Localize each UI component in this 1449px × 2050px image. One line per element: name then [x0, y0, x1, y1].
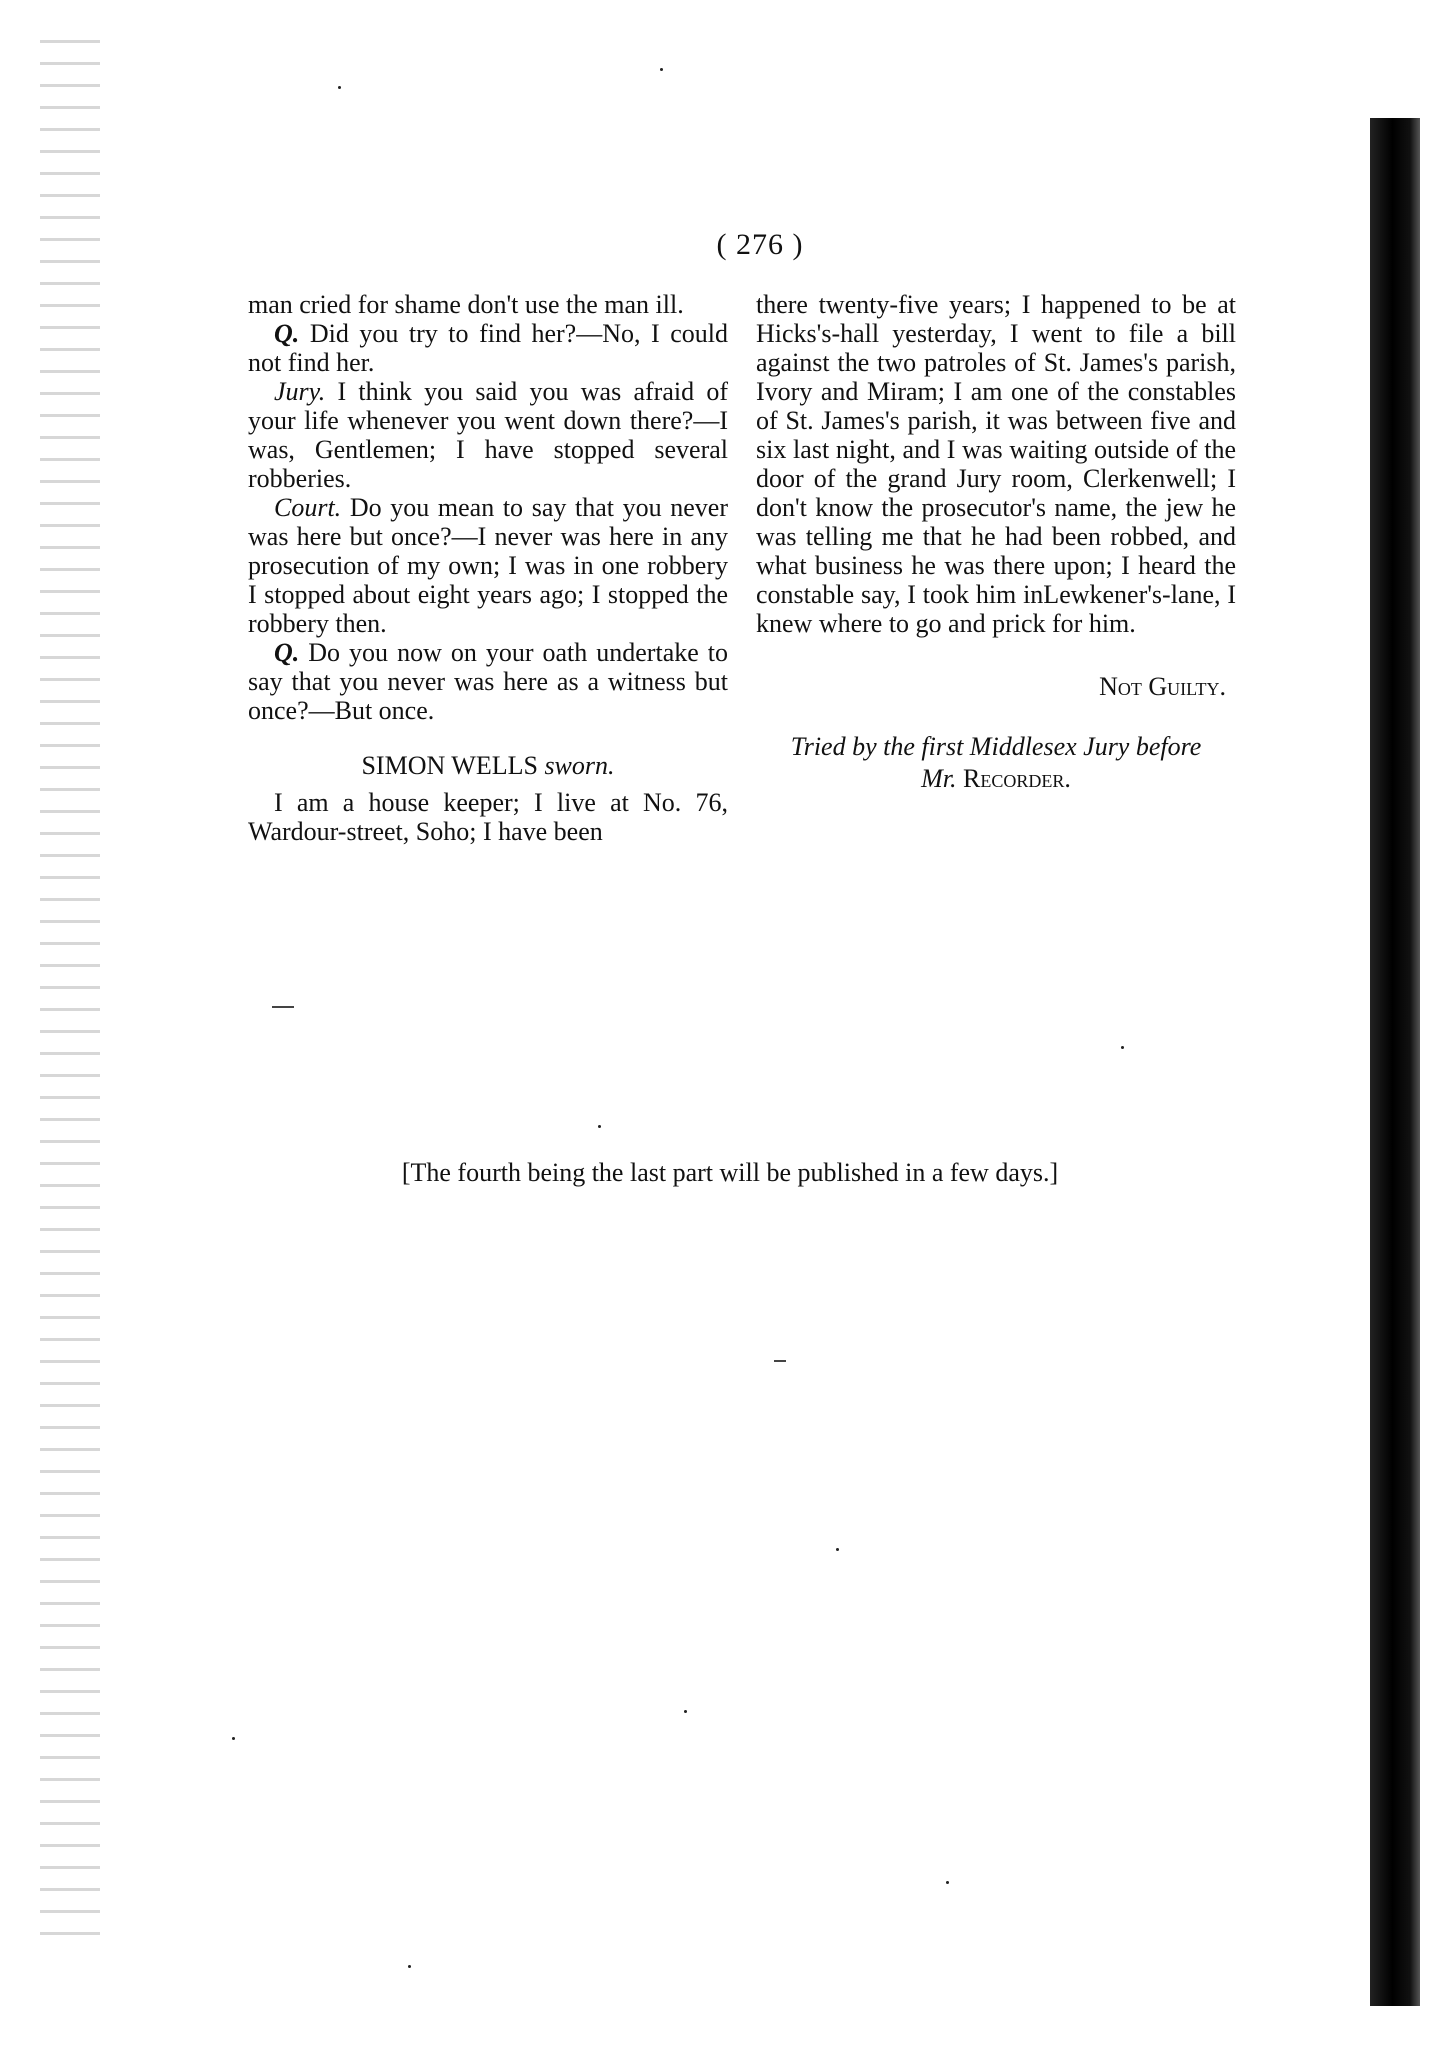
ink-speck	[232, 1737, 235, 1740]
paragraph-text: Do you mean to say that you never was here but once?—I never was here in any prosecution of my own; I was in one robbery I stopped about eight years ago; I stopped the robbery then.	[248, 493, 728, 638]
paragraph	[248, 290, 728, 319]
binding-bar	[1370, 118, 1420, 2006]
question-mark: Q.	[274, 638, 300, 667]
binding-edge-shadow	[40, 40, 100, 1940]
testimony-continued: there twenty-five years; I happened to be at Hicks's-hall yesterday, I went to file a bill against the two patroles of St. James's parish, Ivory and Miram; I am one of the constables of St. James's parish, it was between five and six last night, and I was waiting outside of the door of the grand Jury room, Clerkenwell; I don't know the prosecutor's name, the jew he was telling me that he had been robbed, and what business he was there upon; I heard the constable say, I took him inLewkener's-lane, I knew where to go and prick for him.	[756, 290, 1236, 638]
witness-testimony: I am a house keeper; I live at No. 76, Wardour-street, Soho; I have been	[248, 788, 728, 846]
verdict: Not Guilty.	[1099, 672, 1226, 701]
paragraph	[248, 377, 728, 493]
ink-speck	[598, 1125, 601, 1128]
question-mark: Q.	[274, 319, 300, 348]
recorder: Recorder.	[963, 764, 1071, 793]
paragraph	[248, 319, 728, 377]
ink-speck	[1121, 1046, 1124, 1049]
paragraph	[248, 638, 728, 725]
paragraph-text: Do you now on your oath undertake to say that you never was here as a witness but once?—But once.	[248, 638, 728, 725]
tried-line-1: Tried by the first Middlesex Jury before	[790, 732, 1202, 761]
speaker-label: Jury.	[274, 377, 326, 406]
tried-line-2-prefix: Mr.	[921, 764, 957, 793]
witness-sworn: sworn.	[544, 751, 615, 780]
paragraph	[248, 493, 728, 638]
ink-speck	[836, 1548, 839, 1551]
tried-before	[756, 731, 1236, 795]
left-column	[248, 290, 728, 846]
ink-speck	[338, 86, 341, 89]
footer-note: [The fourth being the last part will be published in a few days.]	[401, 1158, 1059, 1187]
ink-speck	[684, 1710, 687, 1713]
ink-speck	[660, 68, 663, 71]
ink-speck	[408, 1965, 411, 1968]
paragraph-text: Did you try to find her?—No, I could not find her.	[248, 319, 728, 377]
ink-speck	[946, 1881, 949, 1884]
paragraph-text: man cried for shame don't use the man ill.	[248, 290, 684, 319]
right-column	[756, 290, 1236, 795]
speaker-label: Court.	[274, 493, 342, 522]
stray-mark	[774, 1360, 786, 1362]
page-number: ( 276 )	[716, 228, 804, 261]
witness-heading	[248, 751, 728, 780]
stray-mark	[272, 1006, 294, 1008]
paragraph-text: I think you said you was afraid of your life whenever you went down there?—I was, Gentlemen; I have stopped several robberies.	[248, 377, 728, 493]
witness-name: SIMON WELLS	[361, 751, 538, 780]
